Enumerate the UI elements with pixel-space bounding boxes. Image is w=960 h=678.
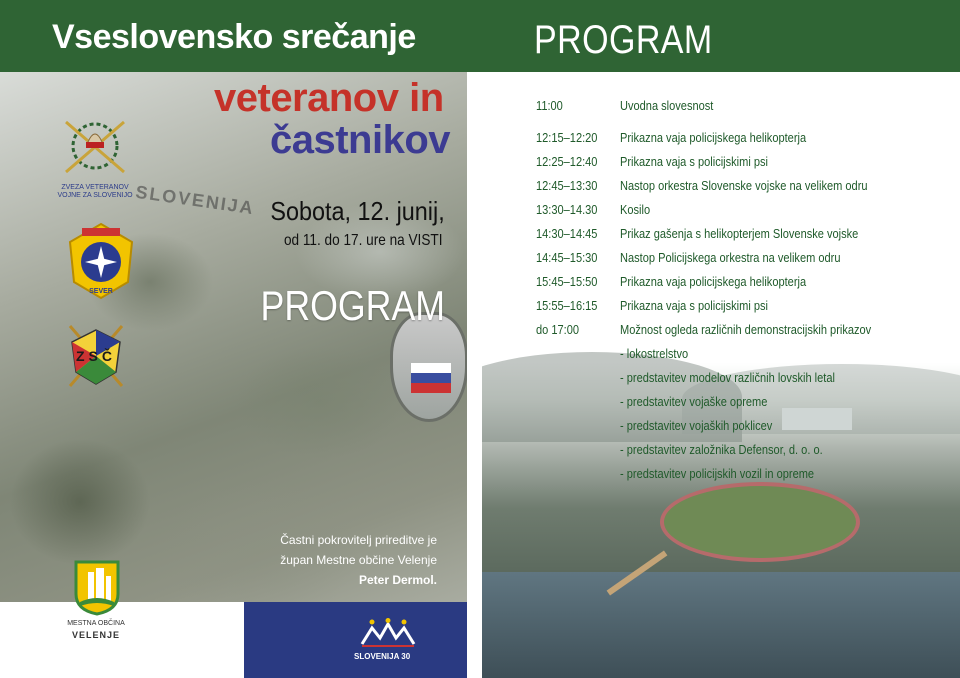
- schedule-event: - predstavitev vojaške opreme: [620, 394, 768, 409]
- schedule-event: Možnost ogleda različnih demonstracijskih prikazov: [620, 322, 872, 337]
- schedule-event: Kosilo: [620, 202, 651, 217]
- schedule-event: Nastop Policijskega orkestra na velikem odru: [620, 250, 841, 265]
- patron-line1: Častni pokrovitelj prireditve je: [280, 533, 437, 547]
- velenje-label-line1: MESTNA OBČINA: [67, 620, 125, 627]
- building-image: [782, 408, 852, 430]
- event-title: Vseslovensko srečanje: [52, 18, 416, 56]
- velenje-label-line2: VELENJE: [71, 630, 120, 640]
- schedule-time: 15:55–16:15: [536, 298, 598, 313]
- sever-logo-text: SEVER: [89, 288, 113, 295]
- velenje-crest-icon: [74, 560, 120, 616]
- footer-right: [244, 602, 467, 678]
- veterans-emblem-icon: [58, 112, 132, 182]
- schedule-time: 13:30–14.30: [536, 202, 598, 217]
- poster-program-label: PROGRAM: [260, 282, 445, 329]
- veterans-logo-line1: ZVEZA VETERANOV: [61, 184, 129, 191]
- zsc-logo-text: ZSČ: [76, 348, 116, 364]
- sleeve-text: SLOVENIJA: [134, 181, 256, 219]
- schedule-event: Prikazna vaja s policijskimi psi: [620, 154, 769, 169]
- patron-note: [237, 530, 437, 590]
- schedule-event: - lokostrelstvo: [620, 346, 689, 361]
- subtitle-line1: veteranov in: [214, 76, 444, 120]
- schedule-time: 15:45–15:50: [536, 274, 598, 289]
- veterans-logo-line2: VOJNE ZA SLOVENIJO: [57, 192, 133, 199]
- schedule-event: Prikazna vaja policijskega helikopterja: [620, 274, 807, 289]
- schedule-time: 11:00: [536, 98, 563, 113]
- event-date: Sobota, 12. junij,: [270, 196, 445, 226]
- lake-image: [482, 572, 960, 678]
- stadium-image: [660, 482, 860, 562]
- schedule-event: Prikazna vaja s policijskimi psi: [620, 298, 769, 313]
- schedule-time: 14:45–15:30: [536, 250, 598, 265]
- schedule-event: Nastop orkestra Slovenske vojske na velikem odru: [620, 178, 868, 193]
- schedule-event: Prikazna vaja policijskega helikopterja: [620, 130, 807, 145]
- schedule-event: - predstavitev modelov različnih lovskih letal: [620, 370, 835, 385]
- subtitle-line2: častnikov: [270, 118, 451, 162]
- schedule-time: do 17:00: [536, 322, 580, 337]
- schedule-time: 12:15–12:20: [536, 130, 598, 145]
- schedule-time: 12:25–12:40: [536, 154, 598, 169]
- patron-line2: župan Mestne občine Velenje: [280, 553, 437, 567]
- poster-panel: [0, 72, 467, 678]
- schedule-time: 12:45–13:30: [536, 178, 598, 193]
- footer-left: [0, 602, 244, 678]
- event-time-place: od 11. do 17. ure na VISTI: [283, 232, 442, 249]
- schedule-event: Uvodna slovesnost: [620, 98, 714, 113]
- schedule-event: Prikaz gašenja s helikopterjem Slovenske vojske: [620, 226, 859, 241]
- schedule-event: - predstavitev vojaških poklicev: [620, 418, 773, 433]
- schedule-event: - predstavitev založnika Defensor, d. o. o.: [620, 442, 823, 457]
- program-heading: PROGRAM: [534, 18, 713, 62]
- patron-name: Peter Dermol.: [358, 573, 437, 587]
- schedule-time: 14:30–14:45: [536, 226, 598, 241]
- slovenija30-logo-icon: [360, 618, 416, 648]
- slovenija30-label: SLOVENIJA 30: [354, 652, 411, 661]
- header-band: [0, 0, 960, 72]
- schedule-event: - predstavitev policijskih vozil in opreme: [620, 466, 815, 481]
